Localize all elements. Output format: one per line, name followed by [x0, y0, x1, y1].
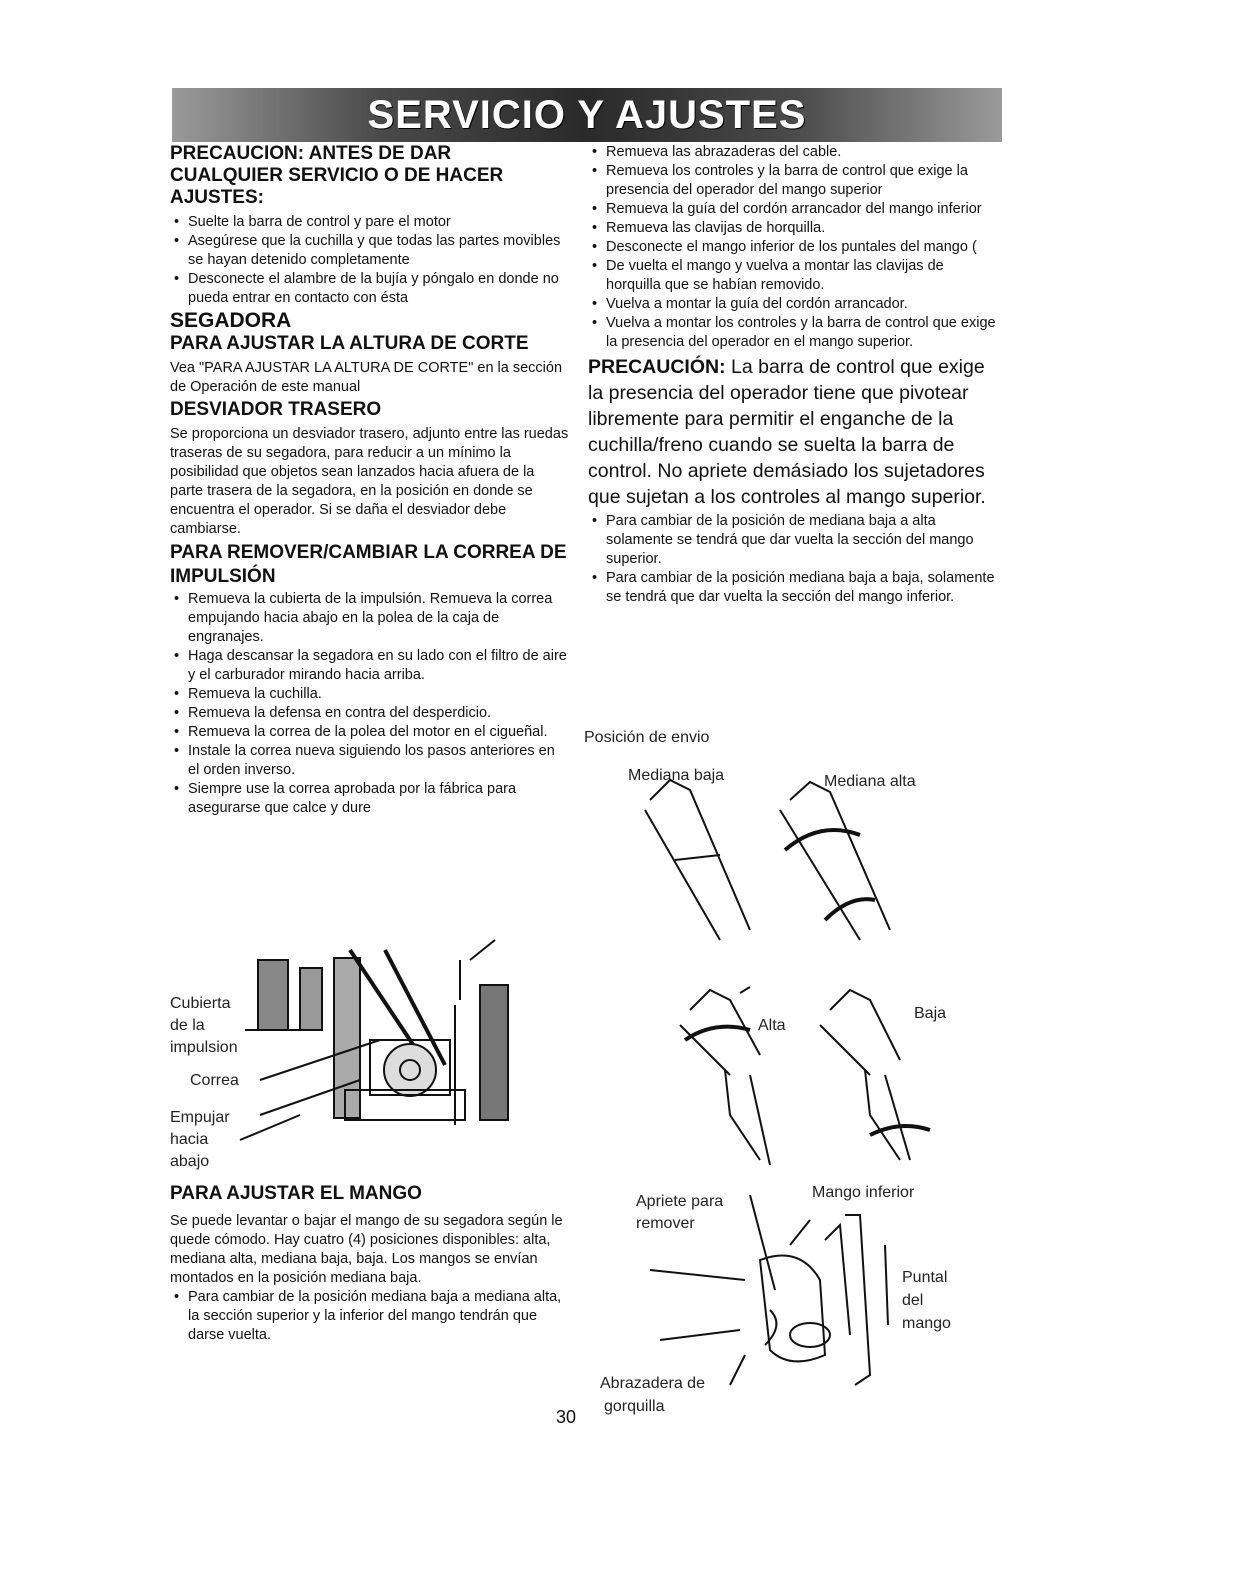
fig-label-mediana-baja: Mediana baja: [628, 767, 725, 784]
list-item: • Remueva la defensa en contra del desperdicio.: [170, 704, 570, 723]
caution-text: La barra de control que exige la presencia del operador tiene que pivotear libremente para permitir el enganche de la cuchilla/freno cuando se suelta la barra de control. No apriete demásiado los sujetadores que sujetan a los controles al mango superior.: [588, 356, 986, 508]
fig-label-empujar-2: hacia: [170, 1131, 209, 1148]
fig-label-abrazadera-2: gorquilla: [604, 1398, 665, 1415]
mango-text: Se puede levantar o bajar el mango de su segadora según le quede cómodo. Hay cuatro (4) posiciones disponibles: alta, mediana alta, mediana baja, baja. Los mangos se envían montados en la posición mediana baja.: [170, 1213, 563, 1286]
fig-label-posicion: Posición de envio: [584, 729, 710, 746]
fig-label-apriete: Apriete para: [636, 1193, 724, 1210]
list-item: • Remueva los controles y la barra de control que exige la presencia del operador del mango superior: [588, 162, 998, 200]
list-item: • Siempre use la correa aprobada por la fábrica para asegurarse que calce y dure: [170, 780, 570, 818]
list-item: • Remueva la cubierta de la impulsión. Remueva la correa empujando hacia abajo en la polea de la caja de engranajes.: [170, 590, 570, 647]
correa-heading: PARA REMOVER/CAMBIAR LA CORREA DE: [170, 542, 567, 563]
fig-label-cubierta-3: impulsion: [170, 1039, 238, 1056]
list-item: • Desconecte el mango inferior de los puntales del mango (: [588, 238, 998, 257]
right-list-2: [588, 512, 998, 607]
handle-positions-bottom-illustration: [670, 985, 940, 1165]
list-item: • Para cambiar de la posición mediana baja a baja, solamente se tendrá que dar vuelta la sección del mango inferior.: [588, 569, 998, 607]
correa-heading-2: IMPULSIÓN: [170, 566, 276, 587]
banner-title: SERVICIO Y AJUSTES: [367, 92, 807, 137]
list-item: • Asegúrese que la cuchilla y que todas las partes movibles se hayan detenido completamente: [170, 232, 570, 270]
altura-heading: PARA AJUSTAR LA ALTURA DE CORTE: [170, 333, 529, 354]
fig-label-cubierta: Cubierta: [170, 995, 231, 1012]
segadora-heading: SEGADORA: [170, 309, 292, 332]
list-item: • Haga descansar la segadora en su lado con el filtro de aire y el carburador mirando hacia arriba.: [170, 647, 570, 685]
list-item: • Vuelva a montar los controles y la barra de control que exige la presencia del operador en el mango superior.: [588, 314, 998, 352]
section-banner: [172, 88, 1002, 142]
fig-label-abrazadera: Abrazadera de: [600, 1375, 705, 1392]
correa-list: [170, 590, 570, 818]
list-item: • De vuelta el mango y vuelva a montar las clavijas de horquilla que se habían removido.: [588, 257, 998, 295]
mango-list: [170, 1288, 570, 1345]
left-column: [170, 143, 570, 818]
fig-label-empujar-3: abajo: [170, 1153, 210, 1170]
list-item: • Remueva las clavijas de horquilla.: [588, 219, 998, 238]
desviador-text: Se proporciona un desviador trasero, adjunto entre las ruedas traseras de su segadora, para reducir a un mínimo la posibilidad que objetos sean lanzados hacia afuera de la parte trasera de la segadora, en la posición en donde se encuentra el operador. Si se daña el desviador debe cambiarse.: [170, 426, 569, 537]
fig-label-alta: Alta: [758, 1017, 786, 1034]
list-item: • Remueva la correa de la polea del motor en el cigueñal.: [170, 723, 570, 742]
fig-label-puntal-3: mango: [902, 1315, 951, 1332]
fig-label-mediana-alta: Mediana alta: [824, 773, 916, 790]
fig-label-cubierta-2: de la: [170, 1017, 205, 1034]
altura-text: Vea "PARA AJUSTAR LA ALTURA DE CORTE" en la sección de Operación de este manual: [170, 360, 563, 395]
hairpin-clip-illustration: [620, 1185, 900, 1400]
fig-label-puntal: Puntal: [902, 1269, 948, 1286]
right-column: [588, 143, 998, 607]
list-item: • Remueva la cuchilla.: [170, 685, 570, 704]
fig-label-correa: Correa: [190, 1072, 239, 1089]
fig-label-baja: Baja: [914, 1005, 947, 1022]
list-item: • Para cambiar de la posición de mediana baja a alta solamente se tendrá que dar vuelta la sección del mango superior.: [588, 512, 998, 569]
fig-label-empujar: Empujar: [170, 1109, 230, 1126]
list-item: • Remueva la guía del cordón arrancador del mango inferior: [588, 200, 998, 219]
list-item: • Vuelva a montar la guía del cordón arrancador.: [588, 295, 998, 314]
list-item: • Para cambiar de la posición mediana baja a mediana alta, la sección superior y la inferior del mango tendrán que darse vuelta.: [170, 1288, 570, 1345]
fig-label-apriete-2: remover: [636, 1215, 695, 1232]
desviador-heading: DESVIADOR TRASERO: [170, 399, 382, 420]
page-number: 30: [556, 1407, 577, 1427]
handle-positions-top-illustration: [630, 780, 930, 950]
caution-list: [170, 213, 570, 308]
mango-section: [170, 1212, 570, 1345]
list-item: • Instale la correa nueva siguiendo los pasos anteriores en el orden inverso.: [170, 742, 570, 780]
drive-belt-illustration: [240, 940, 540, 1140]
handle-caution: [588, 354, 998, 510]
list-item: • Desconecte el alambre de la bujía y póngalo en donde no pueda entrar en contacto con ésta: [170, 270, 570, 308]
right-list: [588, 143, 998, 352]
caution-heading: PRECAUCION: ANTES DE DAR CUALQUIER SERVICIO O DE HACER AJUSTES:: [170, 143, 504, 208]
fig-label-puntal-2: del: [902, 1292, 924, 1309]
list-item: • Remueva las abrazaderas del cable.: [588, 143, 998, 162]
caution-label: PRECAUCIÓN:: [588, 356, 726, 378]
mango-heading: PARA AJUSTAR EL MANGO: [170, 1183, 422, 1204]
fig-label-mango-inferior: Mango inferior: [812, 1184, 915, 1201]
list-item: • Suelte la barra de control y pare el motor: [170, 213, 570, 232]
